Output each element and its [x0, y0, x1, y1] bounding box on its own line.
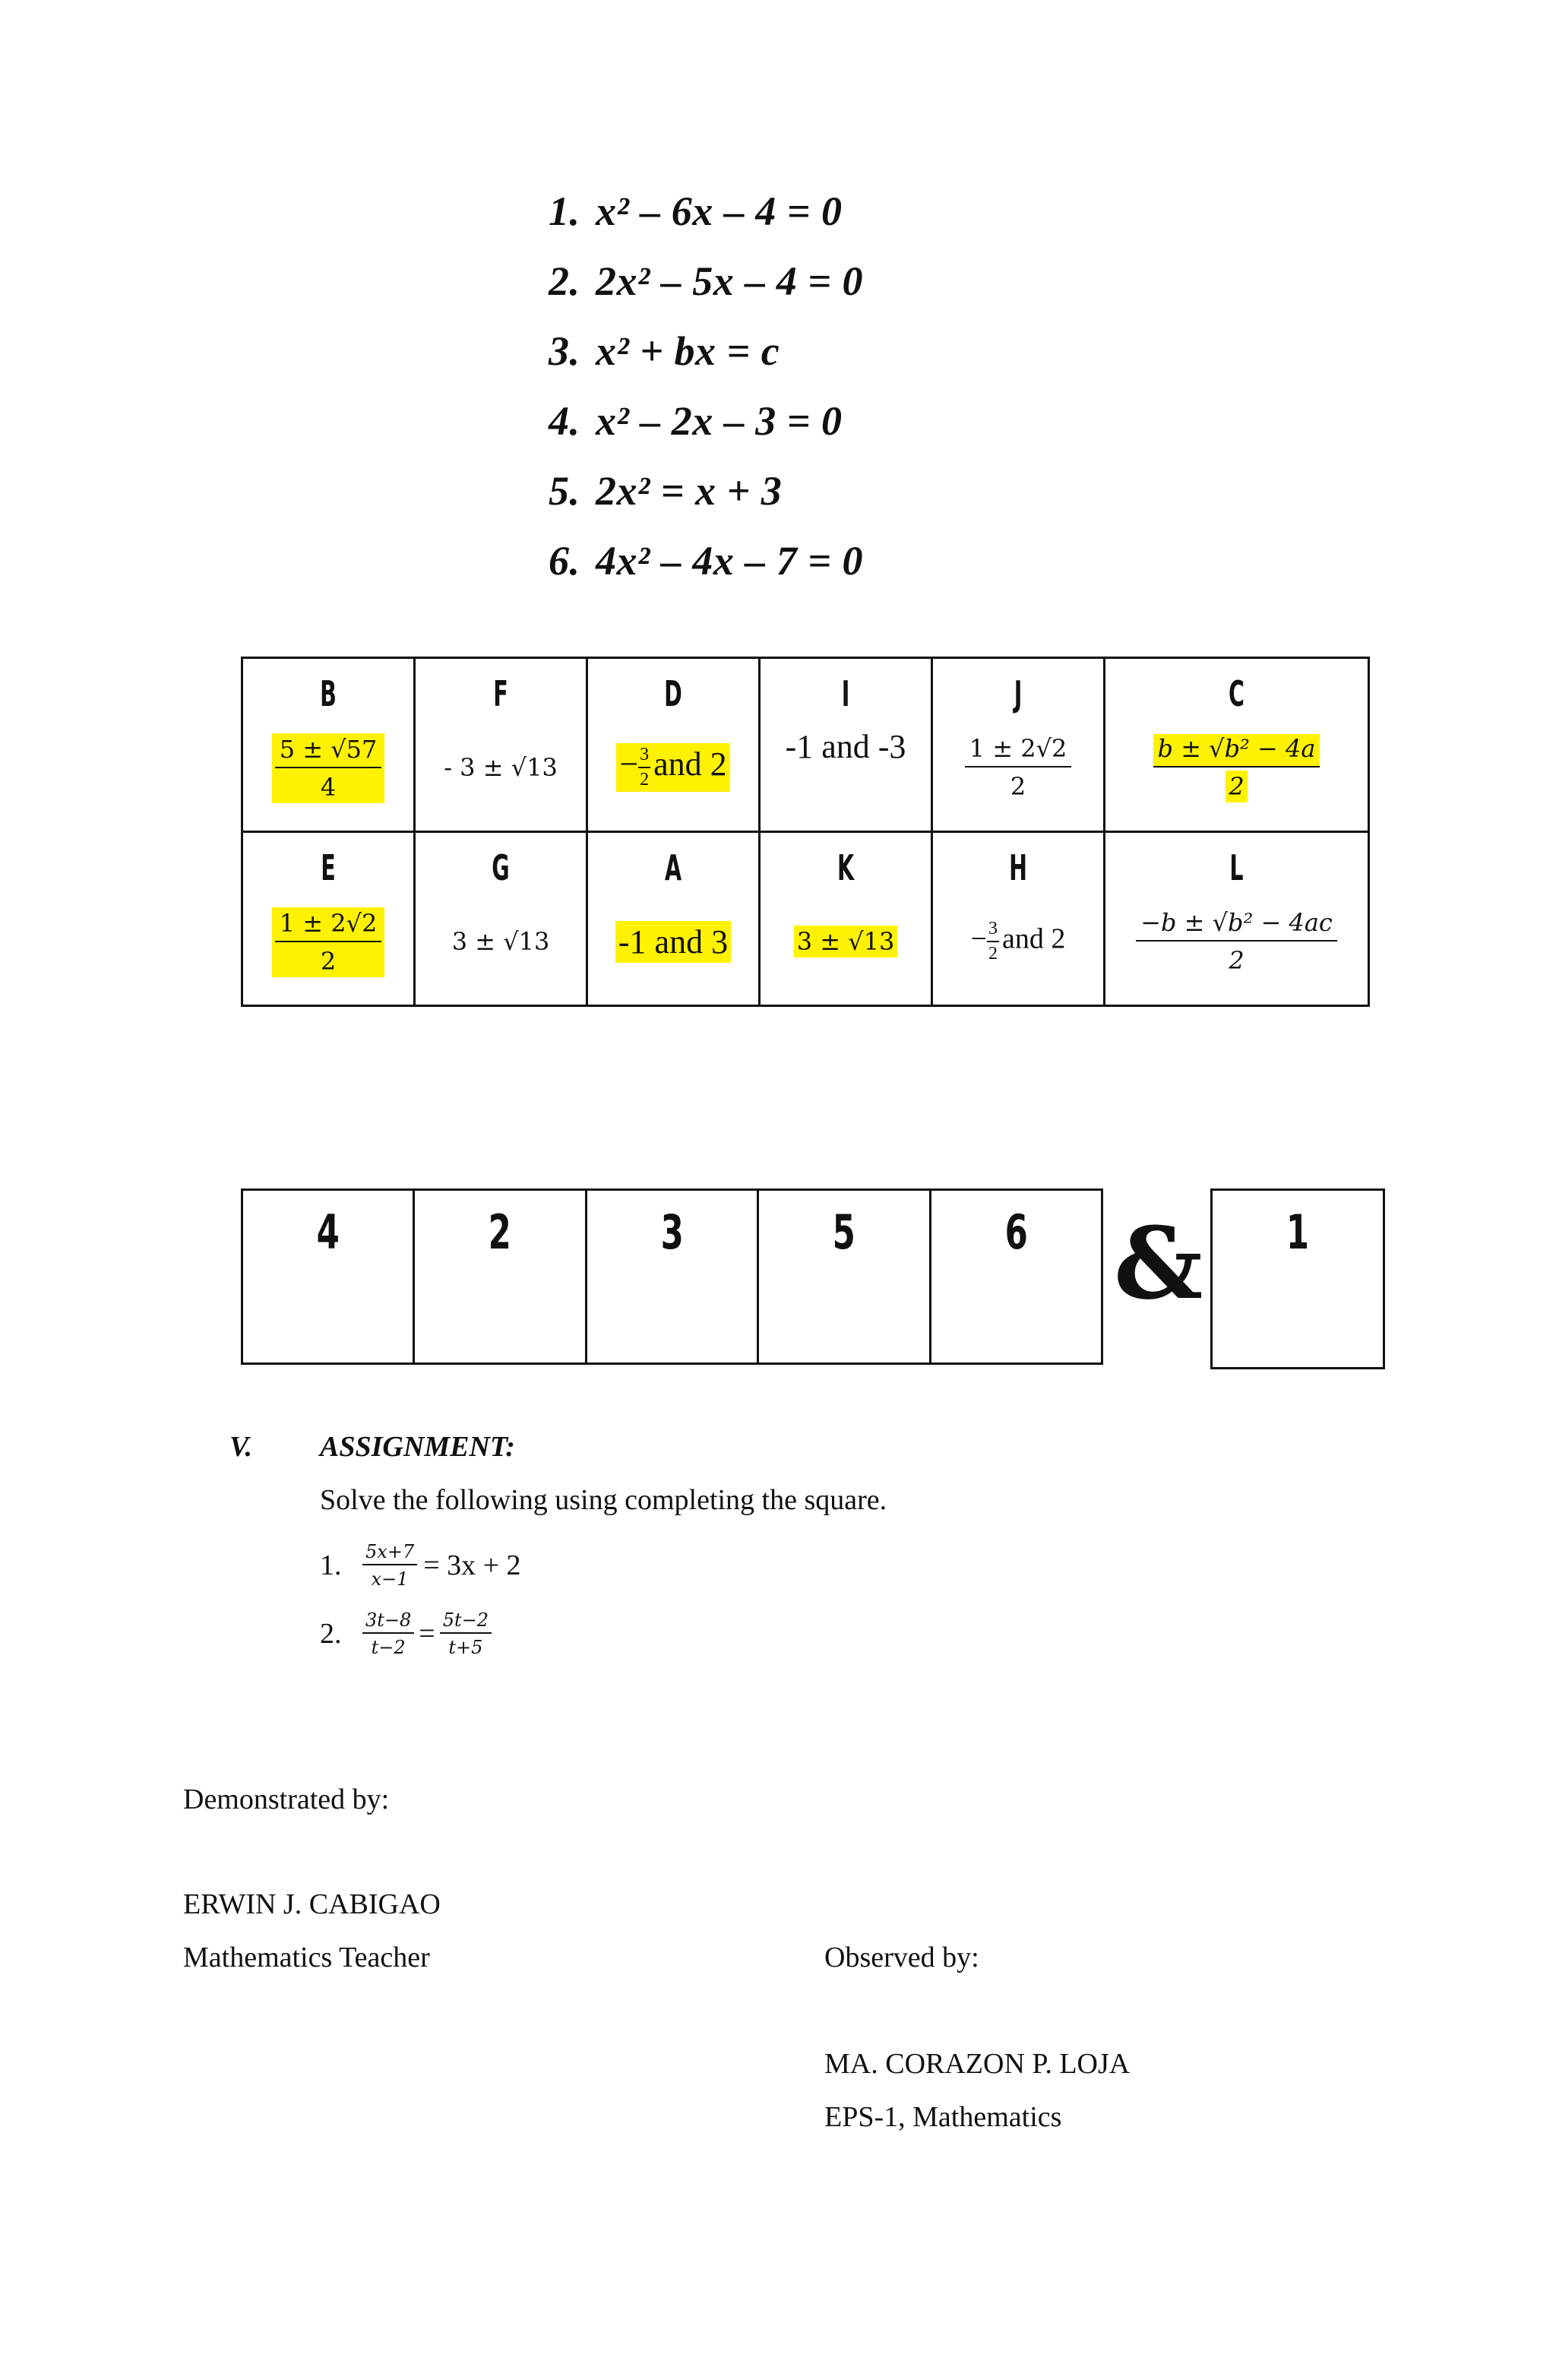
code-box-3: 3: [586, 1190, 757, 1364]
ampersand: &: [1114, 1205, 1203, 1321]
answer-cell-f: F - 3 ± √13: [415, 658, 587, 832]
equation-1: 1. x² – 6x – 4 = 0: [549, 188, 843, 234]
answer-value: $\frac{\text{−b ± √b² − 4ac}}{2}$: [1136, 908, 1337, 975]
demonstrated-by-label: Demonstrated by:: [183, 1783, 390, 1815]
answer-value: -1 and 3: [615, 921, 731, 963]
answer-cell-a: A -1 and 3: [587, 832, 760, 1006]
answer-row-1: [242, 658, 1369, 832]
observed-by-label: Observed by:: [824, 1942, 979, 1973]
answer-value: 3 ± √13: [794, 926, 898, 957]
demonstrator-title: Mathematics Teacher: [183, 1942, 430, 1973]
answer-cell-g: G 3 ± √13: [415, 832, 587, 1006]
code-boxes: [241, 1188, 1103, 1365]
answer-value: - 3 ± √13: [444, 753, 558, 782]
answer-value: $\frac{1 \pm 2√2}{2}$: [965, 734, 1072, 801]
answer-cell-k: K 3 ± √13: [760, 832, 932, 1006]
answer-cell-b: B $\frac{5 \pm √57}{4}$: [242, 658, 415, 832]
code-box-2: 2: [414, 1190, 586, 1364]
code-box-4: 5: [758, 1190, 930, 1364]
answer-value: -1 and -3: [785, 728, 906, 765]
answer-value: − $\frac{3}{2}$ and 2: [970, 919, 1066, 964]
answer-row-2: [242, 832, 1369, 1006]
equation-list: [549, 176, 863, 596]
answer-cell-h: H − $\frac{3}{2}$ and 2: [932, 832, 1105, 1006]
answer-cell-d: D − $\frac{3}{2}$ and 2: [587, 658, 760, 832]
answer-cell-l: L $\frac{\text{−b ± √b² − 4ac}}{2}$: [1105, 832, 1369, 1006]
answer-value: $\frac{1 \pm 2√2}{2}$: [272, 907, 385, 977]
answer-value: 3 ± √13: [451, 927, 550, 956]
section-number: V.: [229, 1431, 252, 1463]
section-title: ASSIGNMENT:: [320, 1431, 515, 1463]
answer-cell-c: C $\frac{\text{b ± √b² − 4a}}{2}$: [1105, 658, 1369, 832]
answer-value: $\frac{\text{b ± √b² − 4a}}{2}$: [1153, 734, 1320, 801]
answer-table: [241, 657, 1370, 1007]
answer-cell-i: I -1 and -3: [760, 658, 932, 832]
code-box-5: 6: [930, 1190, 1102, 1364]
code-box-last: 1: [1210, 1188, 1385, 1369]
equation-5: 5. 2x² = x + 3: [549, 468, 783, 514]
observer-name: MA. CORAZON P. LOJA: [824, 2048, 1131, 2080]
assignment-instruction: Solve the following using completing the square.: [320, 1484, 887, 1516]
assignment-problem-2: 2. $\frac{3t-8}{t-2}$ = $\frac{5t-2}{t+5}$: [320, 1609, 492, 1658]
equation-2: 2. 2x² – 5x – 4 = 0: [549, 258, 863, 304]
observer-title: EPS-1, Mathematics: [824, 2101, 1062, 2133]
equation-3: 3. x² + bx = c: [549, 328, 780, 374]
answer-cell-e: E $\frac{1 \pm 2√2}{2}$: [242, 832, 415, 1006]
code-box-1: 4: [242, 1190, 414, 1364]
answer-value: $\frac{5 \pm √57}{4}$: [272, 733, 385, 803]
answer-value: − $\frac{3}{2}$ and 2: [616, 743, 729, 792]
equation-6: 6. 4x² – 4x – 7 = 0: [549, 538, 863, 584]
demonstrator-name: ERWIN J. CABIGAO: [183, 1888, 441, 1920]
equation-4: 4. x² – 2x – 3 = 0: [549, 398, 843, 444]
answer-cell-j: J $\frac{1 \pm 2√2}{2}$: [932, 658, 1105, 832]
assignment-problem-1: 1. $\frac{5x+7}{x-1}$ = 3x + 2: [320, 1541, 521, 1590]
